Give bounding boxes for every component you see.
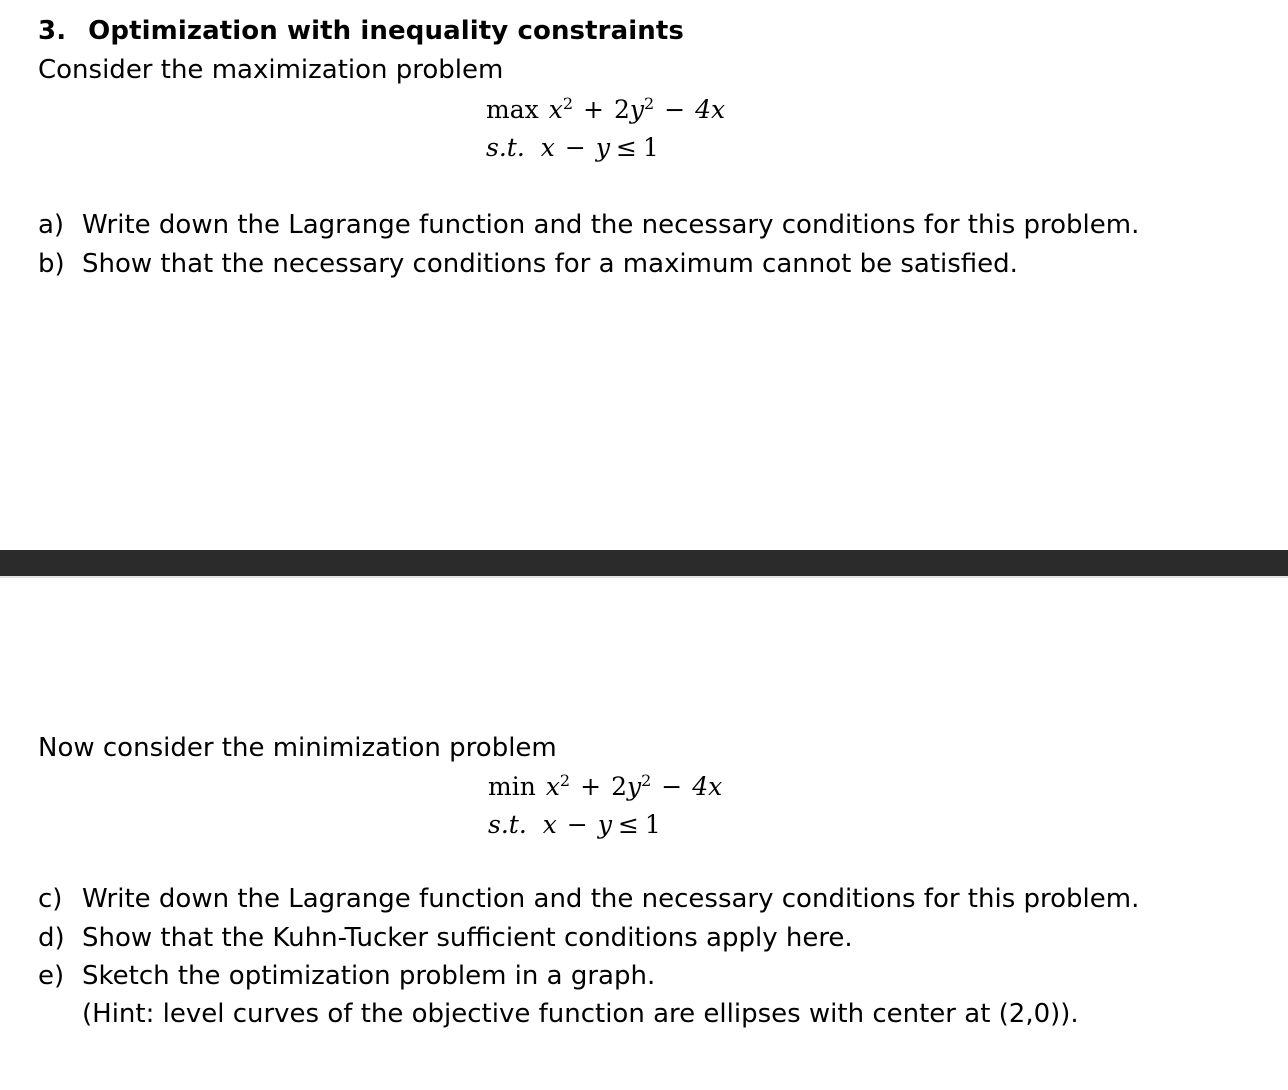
min-objective: $\min x^2 + 2y^2 - 4x$ [488, 771, 723, 801]
subject-to-label: s.t. [486, 133, 525, 162]
question-label: b) [38, 249, 65, 279]
max-operator: max [486, 95, 539, 124]
question-text: Show that the Kuhn-Tucker sufficient conditions apply here. [82, 923, 853, 953]
max-constraint: s.t. x − y ≤ 1 [486, 133, 659, 162]
question-label: c) [38, 884, 63, 914]
min-operator: min [488, 772, 536, 801]
page-divider [0, 550, 1288, 576]
section-heading [38, 16, 684, 46]
question-text: Write down the Lagrange function and the necessary conditions for this problem. [82, 210, 1140, 240]
question-label: d) [38, 923, 65, 953]
section-number: 3. [38, 16, 67, 46]
min-constraint: s.t. x − y ≤ 1 [488, 810, 661, 839]
question-text: Sketch the optimization problem in a graph. [82, 961, 656, 991]
max-intro-text: Consider the maximization problem [38, 55, 504, 85]
question-item [38, 961, 655, 991]
question-text: Show that the necessary conditions for a maximum cannot be satisfied. [82, 249, 1018, 279]
max-objective: $\max x^2 + 2y^2 - 4x$ [486, 94, 726, 124]
section-title: Optimization with inequality constraints [88, 16, 684, 46]
question-item [38, 249, 1018, 279]
question-item [38, 210, 1139, 240]
question-label: a) [38, 210, 65, 240]
question-item [38, 923, 853, 953]
subject-to-label: s.t. [488, 810, 527, 839]
min-intro-text: Now consider the minimization problem [38, 733, 557, 763]
hint-text: (Hint: level curves of the objective function are ellipses with center at (2,0)). [82, 999, 1079, 1029]
question-label: e) [38, 961, 65, 991]
question-text: Write down the Lagrange function and the necessary conditions for this problem. [82, 884, 1140, 914]
question-item [38, 884, 1139, 914]
